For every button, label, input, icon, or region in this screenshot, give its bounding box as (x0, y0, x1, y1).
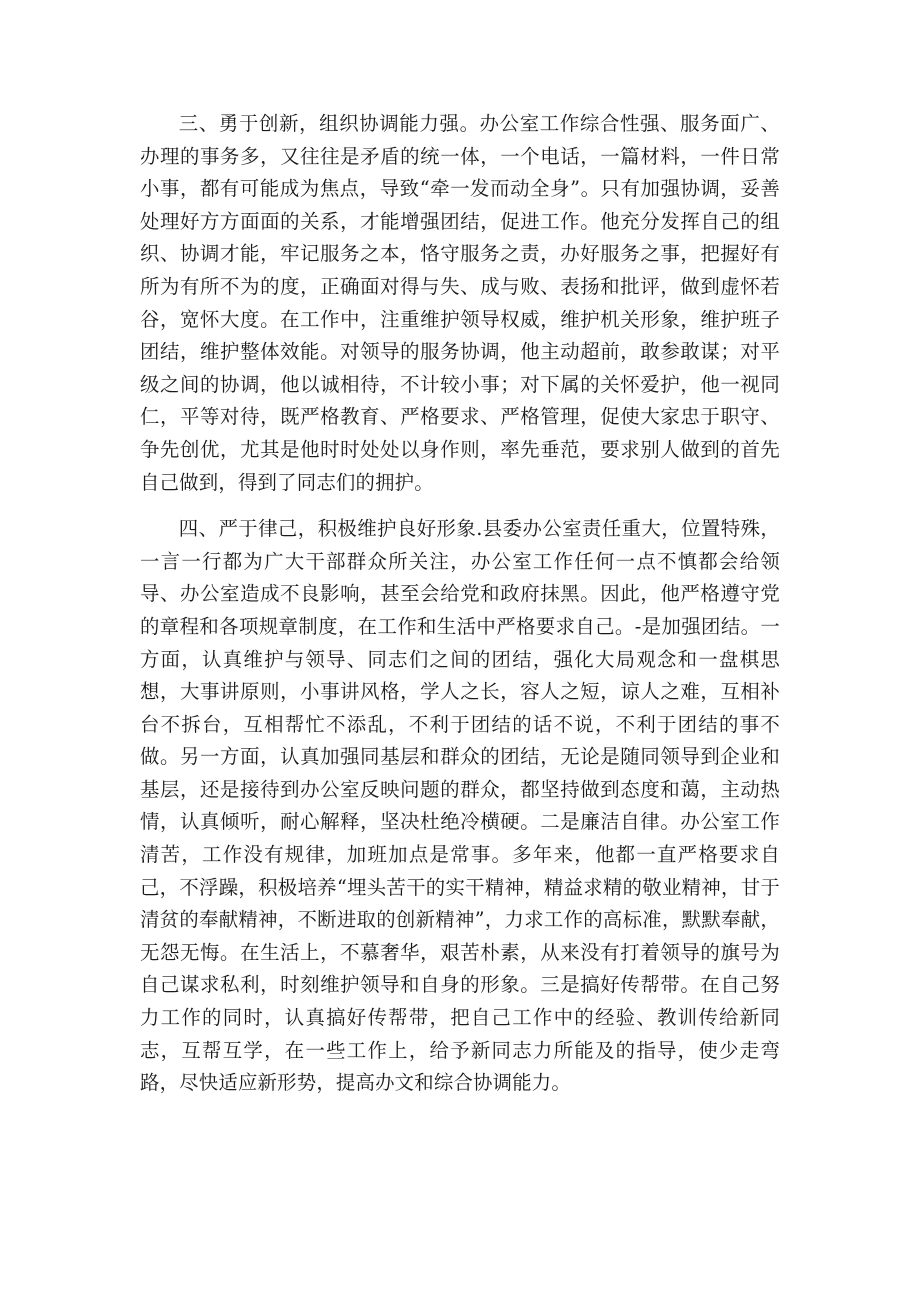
document-body (140, 108, 780, 1114)
paragraph-innovation: 三、勇于创新，组织协调能力强。办公室工作综合性强、服务面广、办理的事务多，又往往是矛盾的统一体，一个电话，一篇材料，一件日常小事，都有可能成为焦点，导致“牵一发而动全身”。只有加强协调，妥善处理好方方面面的关系，才能增强团结，促进工作。他充分发挥自己的组织、协调才能，牢记服务之本，恪守服务之责，办好服务之事，把握好有所为有所不为的度，正确面对得与失、成与败、表扬和批评，做到虚怀若谷，宽怀大度。在工作中，注重维护领导权威，维护机关形象，维护班子团结，维护整体效能。对领导的服务协调，他主动超前，敢参敢谋；对平级之间的协调，他以诚相待，不计较小事；对下属的关怀爱护，他一视同仁，平等对待，既严格教育、严格要求、严格管理，促使大家忠于职守、争先创优，尤其是他时时处处以身作则，率先垂范，要求别人做到的首先自己做到，得到了同志们的拥护。 (140, 112, 780, 494)
paragraph-self-discipline: 四、严于律己，积极维护良好形象.县委办公室责任重大，位置特殊，一言一行都为广大干部群众所关注，办公室工作任何一点不慎都会给领导、办公室造成不良影响，甚至会给党和政府抹黑。因此，他严格遵守党的章程和各项规章制度，在工作和生活中严格要求自己。-是加强团结。一方面，认真维护与领导、同志们之间的团结，强化大局观念和一盘棋思想，大事讲原则，小事讲风格，学人之长，容人之短，谅人之难，互相补台不拆台，互相帮忙不添乱，不利于团结的话不说，不利于团结的事不做。另一方面，认真加强同基层和群众的团结，无论是随同领导到企业和基层，还是接待到办公室反映问题的群众，都坚持做到态度和蔼，主动热情，认真倾听，耐心解释，坚决杜绝冷横硬。二是廉洁自律。办公室工作清苦，工作没有规律，加班加点是常事。多年来，他都一直严格要求自己，不浮躁，积极培养“埋头苦干的实干精神，精益求精的敬业精神，甘于清贫的奉献精神，不断进取的创新精神”，力求工作的高标准，默默奉献，无怨无悔。在生活上，不慕奢华，艰苦朴素，从来没有打着领导的旗号为自己谋求私利，时刻维护领导和自身的形象。三是搞好传帮带。在自己努力工作的同时，认真搞好传帮带，把自己工作中的经验、教训传给新同志，互帮互学，在一些工作上，给予新同志力所能及的指导，使少走弯路，尽快适应新形势，提高办文和综合协调能力。 (140, 517, 780, 1095)
